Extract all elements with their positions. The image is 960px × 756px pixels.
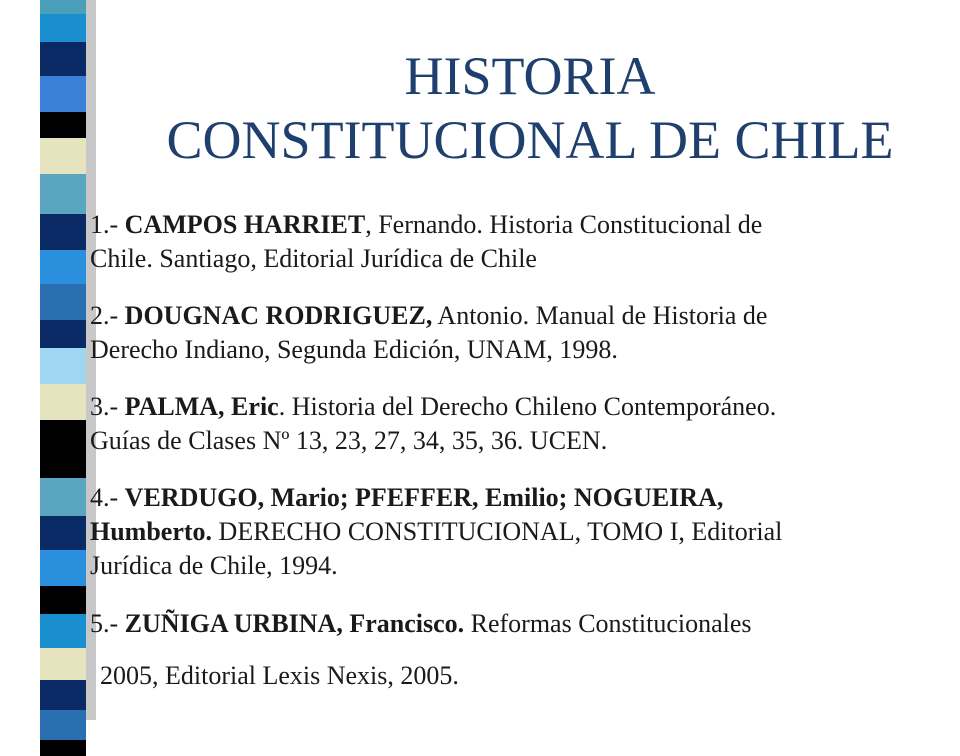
page-title (100, 44, 960, 172)
reference-item-3 (90, 390, 950, 458)
reference-text-cont: Derecho Indiano, Segunda Edición, UNAM, 1998. (90, 335, 618, 364)
stripe-block (40, 648, 86, 680)
stripe-block (40, 420, 86, 478)
stripe-block (40, 384, 86, 420)
stripe-block (40, 76, 86, 112)
stripe-block (40, 14, 86, 42)
reference-text-cont: Chile. Santiago, Editorial Jurídica de Chile (90, 244, 537, 273)
stripe-block (40, 284, 86, 320)
reference-text: DERECHO CONSTITUCIONAL, TOMO I, Editorial (212, 517, 783, 546)
stripe-block (40, 320, 86, 348)
reference-author: ZUÑIGA URBINA, Francisco. (124, 609, 465, 638)
reference-text-cont: 2005, Editorial Lexis Nexis, 2005. (100, 661, 459, 690)
stripe-block (40, 478, 86, 516)
stripe-block (40, 614, 86, 648)
stripe-block (40, 214, 86, 250)
reference-number: 5.- (90, 609, 125, 638)
reference-text: Antonio. Manual de Historia de (432, 301, 768, 330)
stripe-block (40, 516, 86, 550)
stripe-block (40, 586, 86, 614)
reference-author: CAMPOS HARRIET (124, 210, 366, 239)
stripe-block (40, 42, 86, 76)
reference-author: VERDUGO, Mario; PFEFFER, Emilio; NOGUEIRA, (124, 483, 724, 512)
reference-author-cont: Humberto. (90, 517, 213, 546)
stripe-block (40, 0, 86, 14)
reference-text: , Fernando. Historia Constitucional de (365, 210, 763, 239)
reference-text-cont: Guías de Clases Nº 13, 23, 27, 34, 35, 36. UCEN. (90, 426, 608, 455)
title-line-1: HISTORIA (404, 46, 656, 106)
reference-item-5 (90, 607, 950, 693)
stripe-block (40, 740, 86, 756)
stripe-block (40, 174, 86, 214)
reference-item-2 (90, 299, 950, 367)
stripe-block (40, 112, 86, 138)
stripe-block (40, 138, 86, 174)
reference-author: PALMA, Eric (124, 392, 279, 421)
stripe-block (40, 680, 86, 710)
reference-text: Reformas Constitucionales (464, 609, 752, 638)
reference-text: . Historia del Derecho Chileno Contemporáneo. (278, 392, 777, 421)
title-line-2: CONSTITUCIONAL DE CHILE (166, 110, 894, 170)
stripe-block (40, 550, 86, 586)
decorative-stripe-bar (40, 0, 86, 720)
reference-item-4 (90, 481, 950, 583)
reference-text-cont: Jurídica de Chile, 1994. (90, 551, 338, 580)
reference-list (90, 208, 950, 693)
reference-number: 2.- (90, 301, 125, 330)
reference-item-1 (90, 208, 950, 276)
reference-number: 3.- (90, 392, 125, 421)
stripe-block (40, 250, 86, 284)
stripe-block (40, 348, 86, 384)
stripe-block (40, 710, 86, 740)
reference-author: DOUGNAC RODRIGUEZ, (124, 301, 433, 330)
reference-number: 4.- (90, 483, 125, 512)
reference-number: 1.- (90, 210, 125, 239)
